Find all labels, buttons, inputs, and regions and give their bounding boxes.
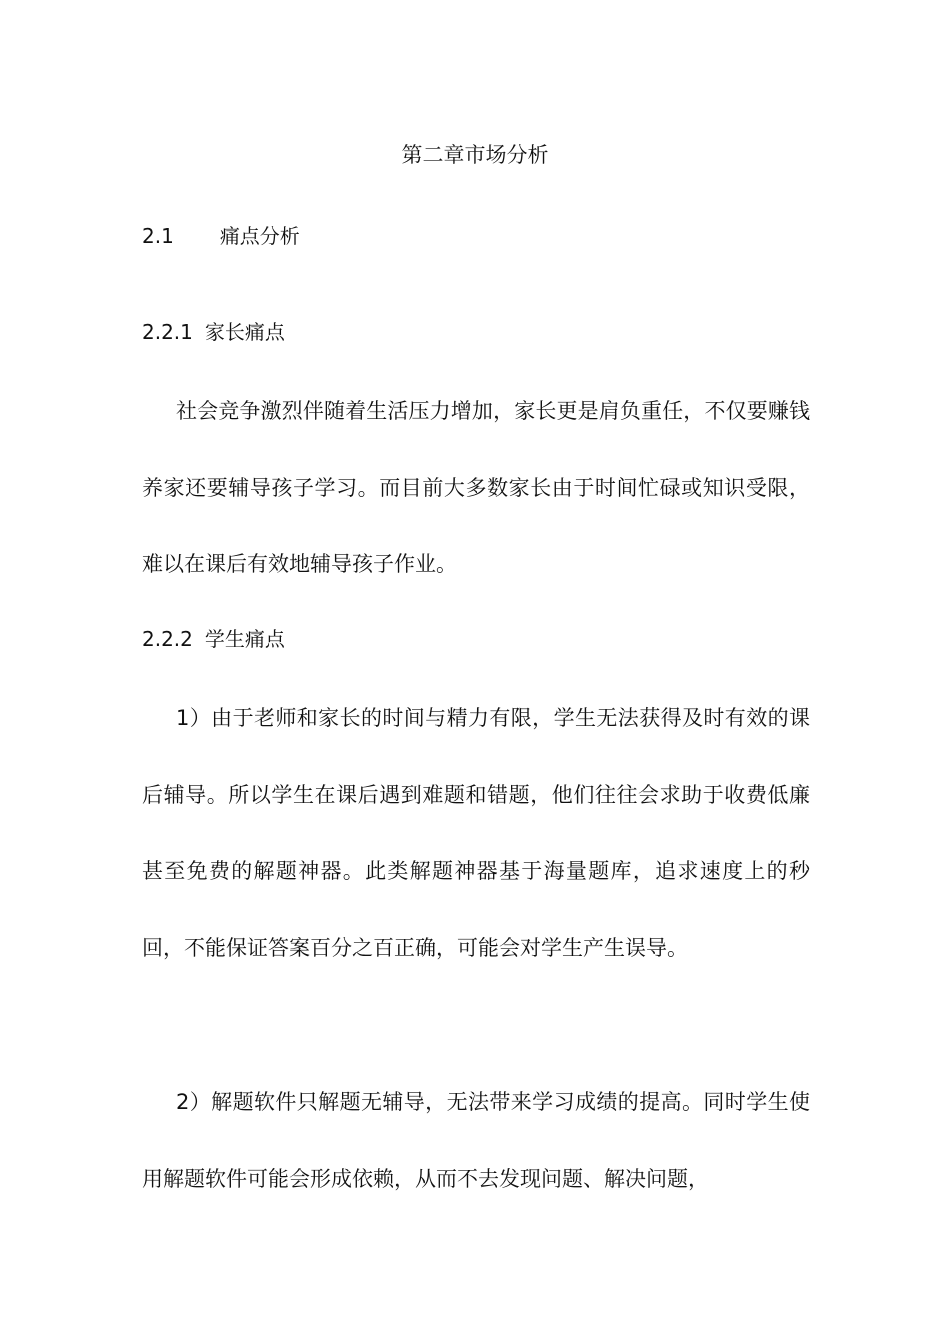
section-title: 学生痛点 xyxy=(204,627,285,651)
section-heading-2-2-2 xyxy=(142,625,285,653)
section-heading-2-1 xyxy=(142,222,300,250)
section-number: 2.2.1 xyxy=(142,320,193,344)
paragraph-student-pain-point-2: 2）解题软件只解题无辅导，无法带来学习成绩的提高。同时学生使用解题软件可能会形成依赖，从而不去发现问题、解决问题， xyxy=(142,1090,810,1191)
chapter-title: 第二章市场分析 xyxy=(401,143,549,167)
section-number: 2.1 xyxy=(142,224,174,248)
section-title: 痛点分析 xyxy=(219,224,300,248)
section-title: 家长痛点 xyxy=(204,320,285,344)
section-number: 2.2.2 xyxy=(142,627,193,651)
paragraph-student-pain-point-1: 1）由于老师和家长的时间与精力有限，学生无法获得及时有效的课后辅导。所以学生在课后遇到难题和错题，他们往往会求助于收费低廉甚至免费的解题神器。此类解题神器基于海量题库，追求速度上的秒回，不能保证答案百分之百正确，可能会对学生产生误导。 xyxy=(142,706,810,960)
section-heading-2-2-1 xyxy=(142,318,285,346)
paragraph-parent-pain-points: 社会竞争激烈伴随着生活压力增加，家长更是肩负重任，不仅要赚钱养家还要辅导孩子学习。而目前大多数家长由于时间忙碌或知识受限，难以在课后有效地辅导孩子作业。 xyxy=(142,399,810,576)
